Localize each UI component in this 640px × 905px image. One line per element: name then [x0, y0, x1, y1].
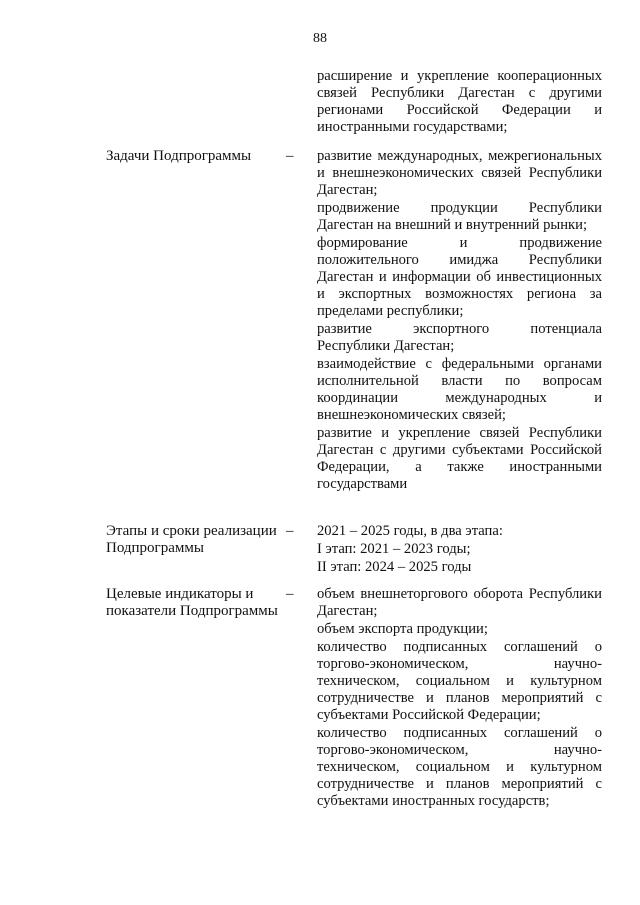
row-label-line: Целевые индикаторы и	[106, 586, 254, 602]
task-item: формирование и продвижение положительного имиджа Республики Дагестан и информации об инвестиционных и экспортных возможностях региона за пределами республики;	[317, 235, 602, 319]
row-label-line: Задачи Подпрограммы	[106, 148, 252, 164]
row-label-indicators	[106, 586, 284, 620]
indicator-item: количество подписанных соглашений о торгово-экономическом, научно-техническом, социальном и культурном сотрудничестве и планов мероприятий с субъектами Российской Федерации;	[317, 639, 602, 723]
indicator-item: объем экспорта продукции;	[317, 621, 488, 637]
task-item: продвижение продукции Республики Дагестан на внешний и внутренний рынки;	[317, 200, 602, 233]
stage-item: I этап: 2021 – 2023 годы;	[317, 541, 471, 557]
row-content-tasks	[317, 148, 602, 493]
row-dash: –	[286, 586, 294, 602]
row-content-indicators	[317, 586, 602, 810]
row-label-line: Подпрограммы	[106, 540, 204, 556]
task-item: развитие экспортного потенциала Республики Дагестан;	[317, 321, 602, 354]
row-dash: –	[286, 148, 294, 164]
indicator-item: объем внешнеторгового оборота Республики Дагестан;	[317, 586, 602, 619]
row-dash: –	[286, 523, 294, 539]
indicator-item: количество подписанных соглашений о торгово-экономическом, научно-техническом, социальном и культурном сотрудничестве и планов мероприятий с субъектами иностранных государств;	[317, 725, 602, 809]
intro-paragraph	[317, 68, 602, 136]
task-item: развитие международных, межрегиональных и внешнеэкономических связей Республики Дагестан;	[317, 148, 602, 198]
intro-text: расширение и укрепление кооперационных связей Республики Дагестан с другими регионами Российской Федерации и иностранными государствами;	[317, 68, 602, 135]
row-label-stages	[106, 523, 284, 557]
row-label-line: Этапы и сроки реализации	[106, 523, 277, 539]
task-item: взаимодействие с федеральными органами исполнительной власти по вопросам координации международных и внешнеэкономических связей;	[317, 356, 602, 423]
task-item: развитие и укрепление связей Республики Дагестан с другими субъектами Российской Федерации, а также иностранными государствами	[317, 425, 602, 492]
row-label-tasks	[106, 148, 284, 165]
stage-item: II этап: 2024 – 2025 годы	[317, 559, 472, 575]
stage-item: 2021 – 2025 годы, в два этапа:	[317, 523, 503, 539]
row-content-stages	[317, 523, 602, 576]
row-label-line: показатели Подпрограммы	[106, 603, 278, 619]
page-number: 88	[313, 31, 327, 46]
